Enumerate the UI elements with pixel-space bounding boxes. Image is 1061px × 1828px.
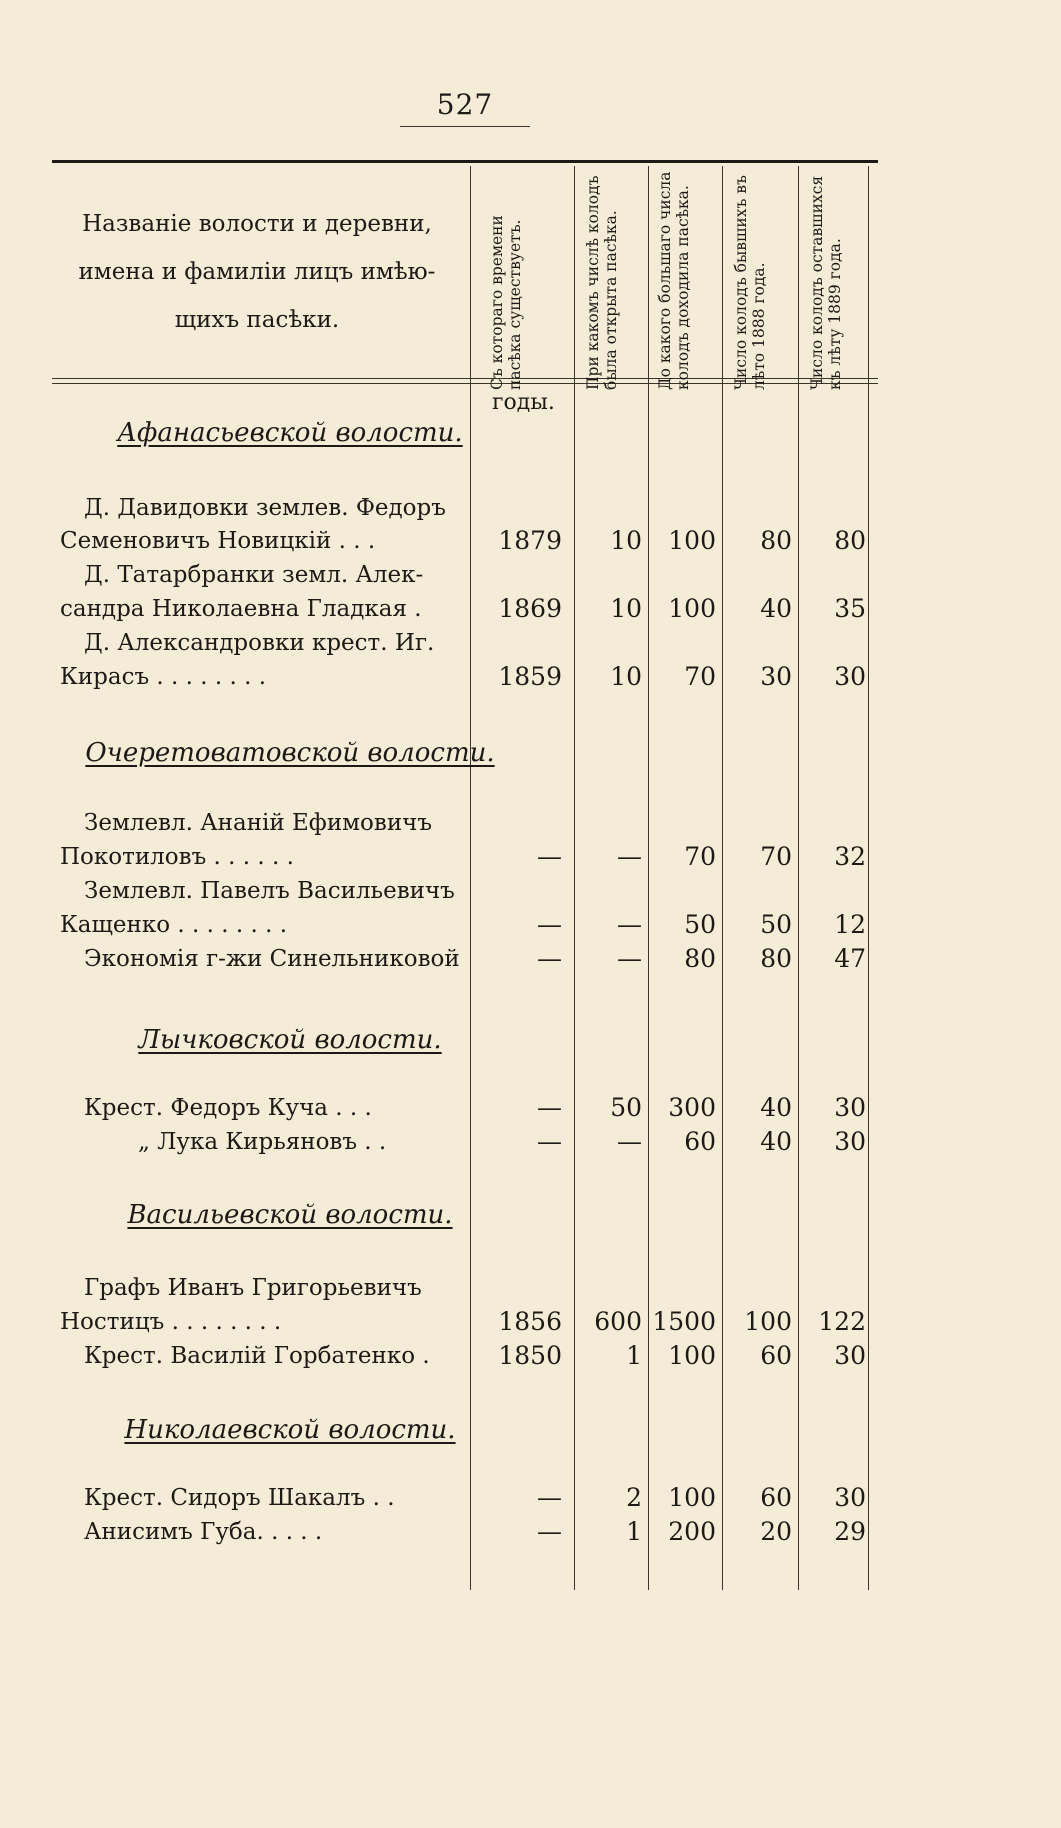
entry-line: Крест. Сидоръ Шакалъ . . <box>84 1485 395 1511</box>
cell-year-since: 1850 <box>498 1341 562 1370</box>
section-heading: Афанасьевской волости. <box>117 418 463 448</box>
cell-hives-1889: 35 <box>834 594 866 623</box>
cell-hives-1888: 40 <box>760 1093 792 1122</box>
cell-hives-1889: 30 <box>834 1093 866 1122</box>
cell-year-since: — <box>537 1093 562 1122</box>
entry-line: Кащенко . . . . . . . . <box>60 912 288 938</box>
cell-year-since: — <box>537 1483 562 1512</box>
cell-hives-1888: 70 <box>760 842 792 871</box>
name-header-line: Названіе волости и деревни, <box>82 211 432 237</box>
column-divider-max <box>722 166 723 1590</box>
cell-hives-1889: 80 <box>834 526 866 555</box>
entry-line: Анисимъ Губа. . . . . <box>84 1519 323 1545</box>
name-header-line: щихъ пасѣки. <box>174 307 340 333</box>
page-number: 527 <box>436 88 494 121</box>
header-hives-1888: Число колодъ бывшихъ въ лѣто 1888 года. <box>732 175 768 390</box>
cell-hives-1888: 100 <box>744 1307 792 1336</box>
cell-start-hives: 10 <box>610 526 642 555</box>
header-hives-1889: Число колодъ оставшихся къ лѣту 1889 года. <box>808 175 844 390</box>
section-heading: Николаевской волости. <box>124 1415 456 1445</box>
cell-hives-1888: 80 <box>760 944 792 973</box>
entry-line: Покотиловъ . . . . . . <box>60 844 294 870</box>
cell-max-hives: 80 <box>684 944 716 973</box>
beekeeping-table <box>52 160 878 1590</box>
cell-max-hives: 100 <box>668 1341 716 1370</box>
header-year-since: Съ котораго времени пасѣка существуетъ. <box>488 215 524 390</box>
entry-line: Крест. Федоръ Куча . . . <box>84 1095 372 1121</box>
cell-hives-1888: 60 <box>760 1483 792 1512</box>
header-max-hives: До какого большаго числа колодъ доходила пасѣка. <box>656 171 692 390</box>
column-divider-start <box>648 166 649 1590</box>
column-divider-right <box>868 166 869 1590</box>
column-divider-since <box>574 166 575 1590</box>
entry-line: Д. Александровки крест. Иг. <box>84 630 435 656</box>
cell-hives-1888: 20 <box>760 1517 792 1546</box>
cell-hives-1889: 30 <box>834 662 866 691</box>
cell-hives-1889: 47 <box>834 944 866 973</box>
cell-hives-1889: 30 <box>834 1127 866 1156</box>
section-heading: Очеретоватовской волости. <box>85 738 495 768</box>
cell-hives-1889: 30 <box>834 1483 866 1512</box>
cell-hives-1888: 30 <box>760 662 792 691</box>
cell-hives-1888: 80 <box>760 526 792 555</box>
cell-start-hives: — <box>617 944 642 973</box>
entry-line: „ Лука Кирьяновъ . . <box>138 1129 387 1155</box>
cell-start-hives: — <box>617 1127 642 1156</box>
cell-hives-1889: 122 <box>818 1307 866 1336</box>
page-number-rule <box>400 126 530 127</box>
cell-max-hives: 1500 <box>652 1307 716 1336</box>
cell-hives-1889: 12 <box>834 910 866 939</box>
cell-max-hives: 60 <box>684 1127 716 1156</box>
cell-year-since: 1879 <box>498 526 562 555</box>
header-start-hives: При какомъ числѣ колодъ была открыта пасѣка. <box>584 175 620 390</box>
entry-line: Крест. Василій Горбатенко . <box>84 1343 430 1369</box>
cell-hives-1889: 32 <box>834 842 866 871</box>
column-divider-name <box>470 166 471 1590</box>
entry-line: Землевл. Ананій Ефимовичъ <box>84 810 432 836</box>
cell-hives-1888: 50 <box>760 910 792 939</box>
name-column-header <box>32 200 482 344</box>
entry-line: сандра Николаевна Гладкая . <box>60 596 422 622</box>
cell-start-hives: 600 <box>594 1307 642 1336</box>
cell-max-hives: 200 <box>668 1517 716 1546</box>
cell-start-hives: — <box>617 842 642 871</box>
cell-max-hives: 100 <box>668 1483 716 1512</box>
section-heading: Васильевской волости. <box>127 1200 453 1230</box>
units-label: годы. <box>492 390 555 415</box>
cell-max-hives: 70 <box>684 842 716 871</box>
cell-year-since: 1869 <box>498 594 562 623</box>
name-header-line: имена и фамиліи лицъ имѣю- <box>78 259 436 285</box>
cell-start-hives: — <box>617 910 642 939</box>
entry-line: Экономія г-жи Синельниковой <box>84 946 460 972</box>
entry-line: Ностицъ . . . . . . . . <box>60 1309 282 1335</box>
cell-hives-1888: 60 <box>760 1341 792 1370</box>
cell-max-hives: 70 <box>684 662 716 691</box>
cell-start-hives: 2 <box>626 1483 642 1512</box>
column-divider-1888 <box>798 166 799 1590</box>
entry-line: Д. Татарбранки земл. Алек- <box>84 562 424 588</box>
entry-line: Графъ Иванъ Григорьевичъ <box>84 1275 422 1301</box>
cell-start-hives: 1 <box>626 1341 642 1370</box>
cell-max-hives: 50 <box>684 910 716 939</box>
cell-start-hives: 10 <box>610 662 642 691</box>
entry-line: Землевл. Павелъ Васильевичъ <box>84 878 455 904</box>
cell-hives-1889: 30 <box>834 1341 866 1370</box>
cell-year-since: — <box>537 944 562 973</box>
table-top-rule <box>52 160 878 163</box>
cell-hives-1888: 40 <box>760 1127 792 1156</box>
cell-start-hives: 10 <box>610 594 642 623</box>
cell-start-hives: 50 <box>610 1093 642 1122</box>
entry-line: Кирасъ . . . . . . . . <box>60 664 267 690</box>
cell-start-hives: 1 <box>626 1517 642 1546</box>
entry-line: Семеновичъ Новицкій . . . <box>60 528 376 554</box>
cell-year-since: — <box>537 910 562 939</box>
cell-max-hives: 100 <box>668 526 716 555</box>
cell-max-hives: 300 <box>668 1093 716 1122</box>
cell-year-since: 1859 <box>498 662 562 691</box>
cell-year-since: — <box>537 842 562 871</box>
cell-max-hives: 100 <box>668 594 716 623</box>
cell-year-since: — <box>537 1127 562 1156</box>
section-heading: Лычковской волости. <box>138 1025 442 1055</box>
cell-year-since: 1856 <box>498 1307 562 1336</box>
cell-hives-1889: 29 <box>834 1517 866 1546</box>
cell-hives-1888: 40 <box>760 594 792 623</box>
entry-line: Д. Давидовки землев. Федоръ <box>84 495 446 521</box>
cell-year-since: — <box>537 1517 562 1546</box>
